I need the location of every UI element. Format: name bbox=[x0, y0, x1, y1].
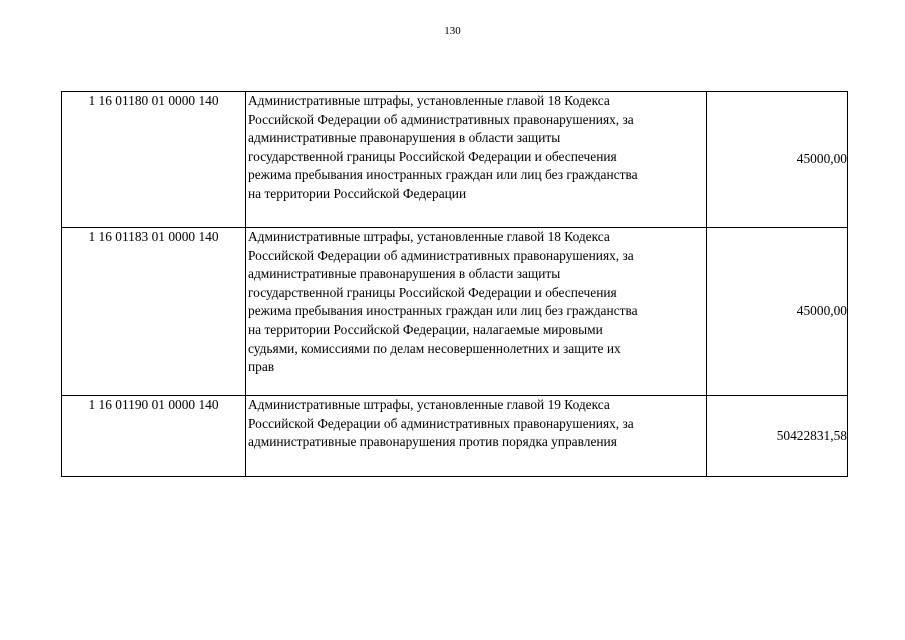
amount-value: 45000,00 bbox=[707, 92, 848, 228]
description-line: Административные штрафы, установленные главой 18 Кодекса bbox=[248, 229, 610, 244]
budget-classification-code: 1 16 01183 01 0000 140 bbox=[62, 228, 246, 396]
budget-classification-code: 1 16 01180 01 0000 140 bbox=[62, 92, 246, 228]
revenue-description bbox=[246, 92, 707, 228]
description-line: административные правонарушения в области защиты bbox=[248, 266, 561, 282]
description-line: судьями, комиссиями по делам несовершеннолетних и защите их bbox=[248, 340, 621, 356]
description-line: режима пребывания иностранных граждан или лиц без гражданства bbox=[248, 167, 638, 183]
description-line: Российской Федерации об административных правонарушениях, за bbox=[248, 247, 634, 263]
description-line: государственной границы Российской Федерации и обеспечения bbox=[248, 284, 617, 300]
description-line: административные правонарушения в области защиты bbox=[248, 130, 561, 146]
budget-revenue-table bbox=[61, 91, 848, 477]
description-line: прав bbox=[248, 359, 275, 375]
table-row bbox=[62, 92, 848, 228]
description-line: Российской Федерации об административных правонарушениях, за bbox=[248, 415, 634, 431]
revenue-description bbox=[246, 396, 707, 477]
description-line: режима пребывания иностранных граждан или лиц без гражданства bbox=[248, 303, 638, 319]
page-number: 130 bbox=[444, 25, 461, 37]
description-line: Российской Федерации об административных правонарушениях, за bbox=[248, 111, 634, 127]
budget-classification-code: 1 16 01190 01 0000 140 bbox=[62, 396, 246, 477]
table-row bbox=[62, 228, 848, 396]
description-line: государственной границы Российской Федерации и обеспечения bbox=[248, 148, 617, 164]
amount-value: 45000,00 bbox=[707, 228, 848, 396]
description-line: на территории Российской Федерации bbox=[248, 185, 467, 201]
description-line: Административные штрафы, установленные главой 18 Кодекса bbox=[248, 93, 610, 108]
description-line: Административные штрафы, установленные главой 19 Кодекса bbox=[248, 397, 610, 412]
amount-value: 50422831,58 bbox=[707, 396, 848, 477]
table-row bbox=[62, 396, 848, 477]
description-line: административные правонарушения против порядка управления bbox=[248, 434, 617, 450]
description-line: на территории Российской Федерации, налагаемые мировыми bbox=[248, 321, 603, 337]
revenue-description bbox=[246, 228, 707, 396]
